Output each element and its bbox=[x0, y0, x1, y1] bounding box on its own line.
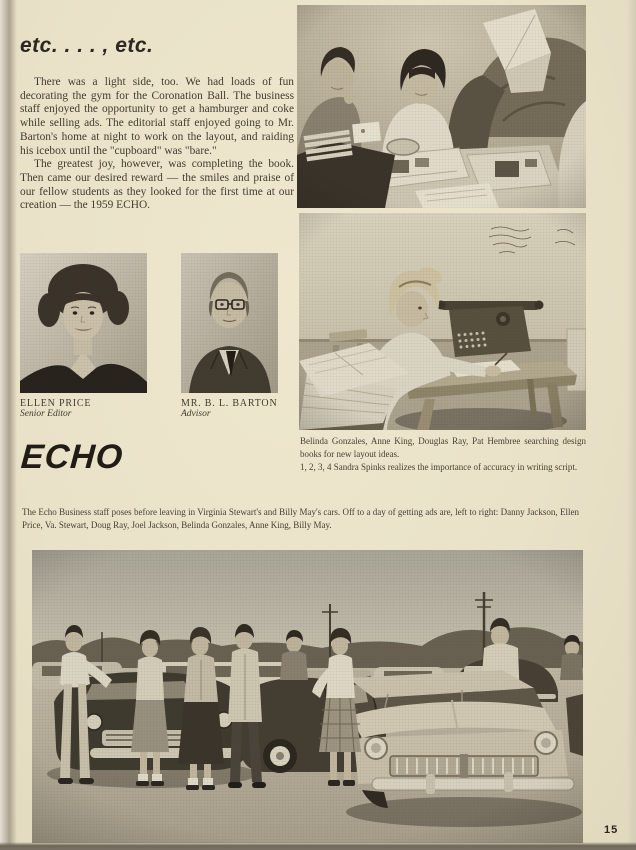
page-title: etc. . . . , etc. bbox=[20, 34, 154, 57]
intro-article bbox=[20, 76, 294, 213]
portrait-caption-ellen bbox=[20, 398, 180, 420]
intro-paragraph-2: The greatest joy, however, was completing the book. Then came our desired reward — the smiles and praise of our fellow students as they looked for the first time at our creation — the 1959 ECHO. bbox=[20, 158, 294, 212]
portrait-photo-ellen-price bbox=[20, 253, 147, 393]
staff-cars-illustration bbox=[32, 550, 583, 843]
photo-writing-script-desk bbox=[299, 213, 586, 430]
photo-staff-with-cars bbox=[32, 550, 583, 843]
intro-paragraph-1: There was a light side, too. We had loads of fun decorating the gym for the Coronation Ball. The business staff enjoyed the opportunity to get a hamburger and coke while selling ads. The editorial staff enjoyed going to Mr. Barton's home at night to work on the layout, and raiding his icebox until the "cupboard" was "bare." bbox=[20, 76, 294, 157]
photo-design-books-table bbox=[297, 5, 586, 208]
design-books-illustration bbox=[297, 5, 586, 208]
caption-design-books: Belinda Gonzales, Anne King, Douglas Ray, Pat Hembree searching design books for new layout ideas. bbox=[300, 436, 586, 459]
page-number: 15 bbox=[604, 824, 619, 836]
mr-barton-portrait-illustration bbox=[181, 253, 278, 393]
caption-writing-script: 1, 2, 3, 4 Sandra Spinks realizes the importance of accuracy in writing script. bbox=[300, 462, 578, 472]
scan-edge-left bbox=[0, 0, 17, 850]
portrait-name: ELLEN PRICE bbox=[20, 398, 92, 409]
scan-edge-right bbox=[627, 0, 636, 850]
ellen-price-portrait-illustration bbox=[20, 253, 147, 393]
portrait-name: MR. B. L. BARTON bbox=[181, 398, 278, 409]
scan-edge-bottom bbox=[0, 842, 636, 850]
portrait-photo-mr-barton bbox=[181, 253, 278, 393]
portrait-role: Senior Editor bbox=[20, 409, 72, 419]
caption-business-staff-cars: The Echo Business staff poses before leaving in Virginia Stewart's and Billy May's cars. Off to a day of getting ads are, left to right: Danny Jackson, Ellen Price, Va. Stewart, Doug Ray, Joel Jackson, Belinda Gonzales, Anne King, Billy May. bbox=[22, 507, 579, 530]
portrait-role: Advisor bbox=[181, 409, 211, 419]
section-heading-echo: ECHO bbox=[19, 438, 125, 476]
writing-script-illustration bbox=[299, 213, 586, 430]
